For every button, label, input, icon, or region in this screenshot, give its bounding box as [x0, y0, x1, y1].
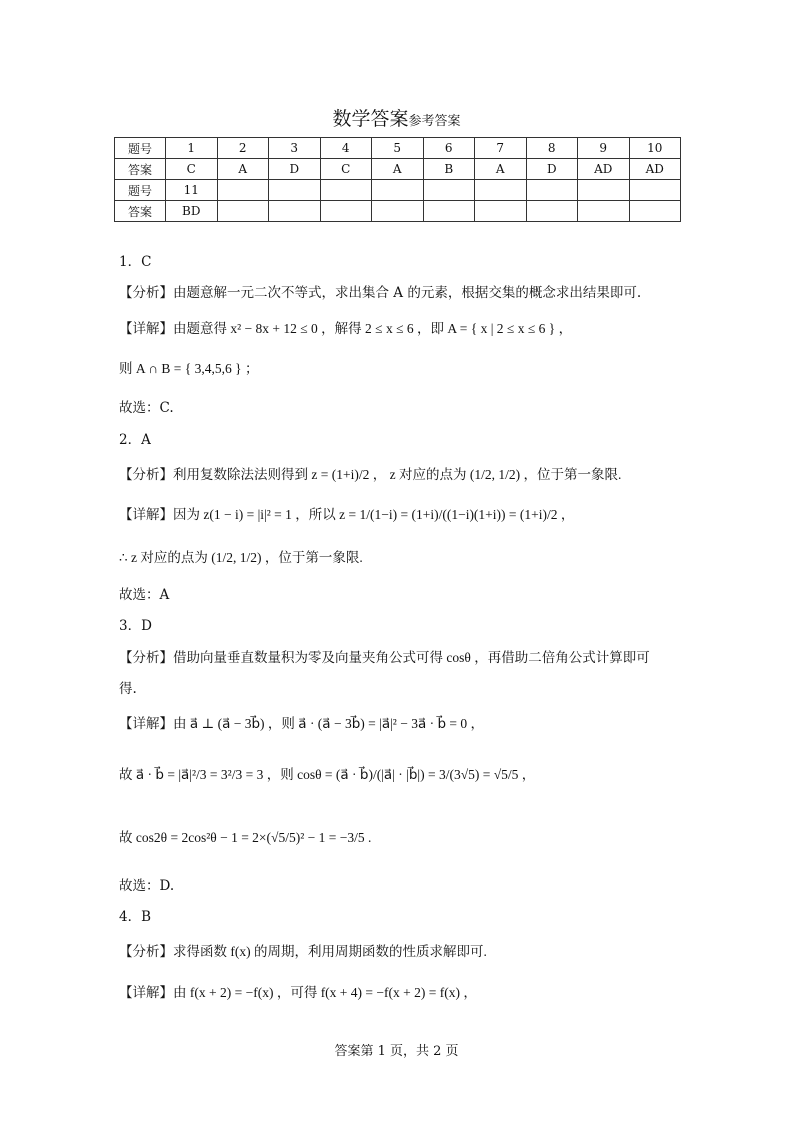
table-cell — [526, 201, 578, 222]
table-cell — [320, 201, 372, 222]
table-cell: 5 — [372, 138, 424, 159]
table-row — [115, 180, 681, 201]
question-2-heading: 2．A — [119, 432, 151, 448]
page-title — [0, 104, 793, 131]
table-cell — [629, 201, 681, 222]
row-label: 答案 — [115, 201, 166, 222]
table-cell: 7 — [475, 138, 527, 159]
question-4-analysis: 【分析】求得函数 f(x) 的周期，利用周期函数的性质求解即可. — [119, 944, 487, 959]
question-1-choice: 故选：C. — [119, 400, 174, 416]
table-cell — [475, 201, 527, 222]
question-2-detail: 【详解】因为 z(1 − i) = |i|² = 1 ，所以 z = 1/(1−i) = (1+i)/((1−i)(1+i)) = (1+i)/2 ， — [119, 507, 575, 522]
table-cell: 11 — [166, 180, 218, 201]
question-3-analysis-cont: 得. — [119, 681, 137, 697]
table-cell — [372, 201, 424, 222]
table-cell: C — [320, 159, 372, 180]
table-cell — [217, 201, 269, 222]
question-2-choice: 故选：A — [119, 587, 170, 603]
question-2-analysis: 【分析】利用复数除法法则得到 z = (1+i)/2 ， z 对应的点为 (1/2, 1/2) ，位于第一象限. — [119, 467, 622, 482]
table-cell: A — [217, 159, 269, 180]
table-cell: 2 — [217, 138, 269, 159]
question-4-heading: 4．B — [119, 909, 152, 925]
question-3-heading: 3．D — [119, 618, 152, 634]
table-cell — [578, 201, 630, 222]
row-label: 题号 — [115, 180, 166, 201]
question-1-intersection: 则 A ∩ B = { 3,4,5,6 } ； — [119, 361, 259, 376]
row-label: 题号 — [115, 138, 166, 159]
answer-table — [114, 137, 681, 222]
table-cell — [578, 180, 630, 201]
table-cell — [475, 180, 527, 201]
table-cell: A — [475, 159, 527, 180]
page-footer: 答案第 1 页，共 2 页 — [334, 1044, 459, 1059]
table-row — [115, 159, 681, 180]
table-cell: AD — [578, 159, 630, 180]
table-cell: 1 — [166, 138, 218, 159]
question-3-step-2: 故 a⃗ · b⃗ = |a⃗|²/3 = 3²/3 = 3 ，则 cosθ = (a⃗ · b⃗)/(|a⃗| · |b⃗|) = 3/(3√5) = √5/5 ， — [119, 767, 536, 782]
question-1-analysis: 【分析】由题意解一元二次不等式，求出集合 A 的元素，根据交集的概念求出结果即可. — [119, 285, 642, 301]
table-cell — [372, 180, 424, 201]
table-cell — [423, 201, 475, 222]
table-row — [115, 201, 681, 222]
table-cell: C — [166, 159, 218, 180]
table-cell: 10 — [629, 138, 681, 159]
table-cell: A — [372, 159, 424, 180]
table-row — [115, 138, 681, 159]
title-sub: 参考答案 — [408, 114, 461, 129]
table-cell — [526, 180, 578, 201]
question-1-detail: 【详解】由题意得 x² − 8x + 12 ≤ 0 ，解得 2 ≤ x ≤ 6 ，即 A = { x | 2 ≤ x ≤ 6 } ， — [119, 321, 573, 336]
table-cell: D — [526, 159, 578, 180]
question-3-choice: 故选：D. — [119, 878, 175, 894]
question-1-heading: 1．C — [119, 254, 152, 270]
table-cell: B — [423, 159, 475, 180]
table-cell: 8 — [526, 138, 578, 159]
table-cell — [423, 180, 475, 201]
table-cell — [320, 180, 372, 201]
table-cell — [629, 180, 681, 201]
table-cell: BD — [166, 201, 218, 222]
question-3-detail: 【详解】由 a⃗ ⊥ (a⃗ − 3b⃗) ，则 a⃗ · (a⃗ − 3b⃗) = |a⃗|² − 3a⃗ · b⃗ = 0 ， — [119, 716, 485, 731]
table-cell: D — [269, 159, 321, 180]
table-cell — [217, 180, 269, 201]
table-cell — [269, 201, 321, 222]
question-4-detail: 【详解】由 f(x + 2) = −f(x) ，可得 f(x + 4) = −f(x + 2) = f(x) ， — [119, 985, 477, 1000]
question-2-conclusion: ∴ z 对应的点为 (1/2, 1/2) ，位于第一象限. — [119, 550, 363, 565]
table-cell — [269, 180, 321, 201]
table-cell: 3 — [269, 138, 321, 159]
table-cell: 6 — [423, 138, 475, 159]
row-label: 答案 — [115, 159, 166, 180]
table-cell: 9 — [578, 138, 630, 159]
question-3-analysis: 【分析】借助向量垂直数量积为零及向量夹角公式可得 cosθ ，再借助二倍角公式计算即可 — [119, 650, 650, 665]
question-3-step-3: 故 cos2θ = 2cos²θ − 1 = 2×(√5/5)² − 1 = −3/5 . — [119, 830, 372, 845]
title-main: 数学答案 — [332, 108, 409, 130]
table-cell: 4 — [320, 138, 372, 159]
table-cell: AD — [629, 159, 681, 180]
